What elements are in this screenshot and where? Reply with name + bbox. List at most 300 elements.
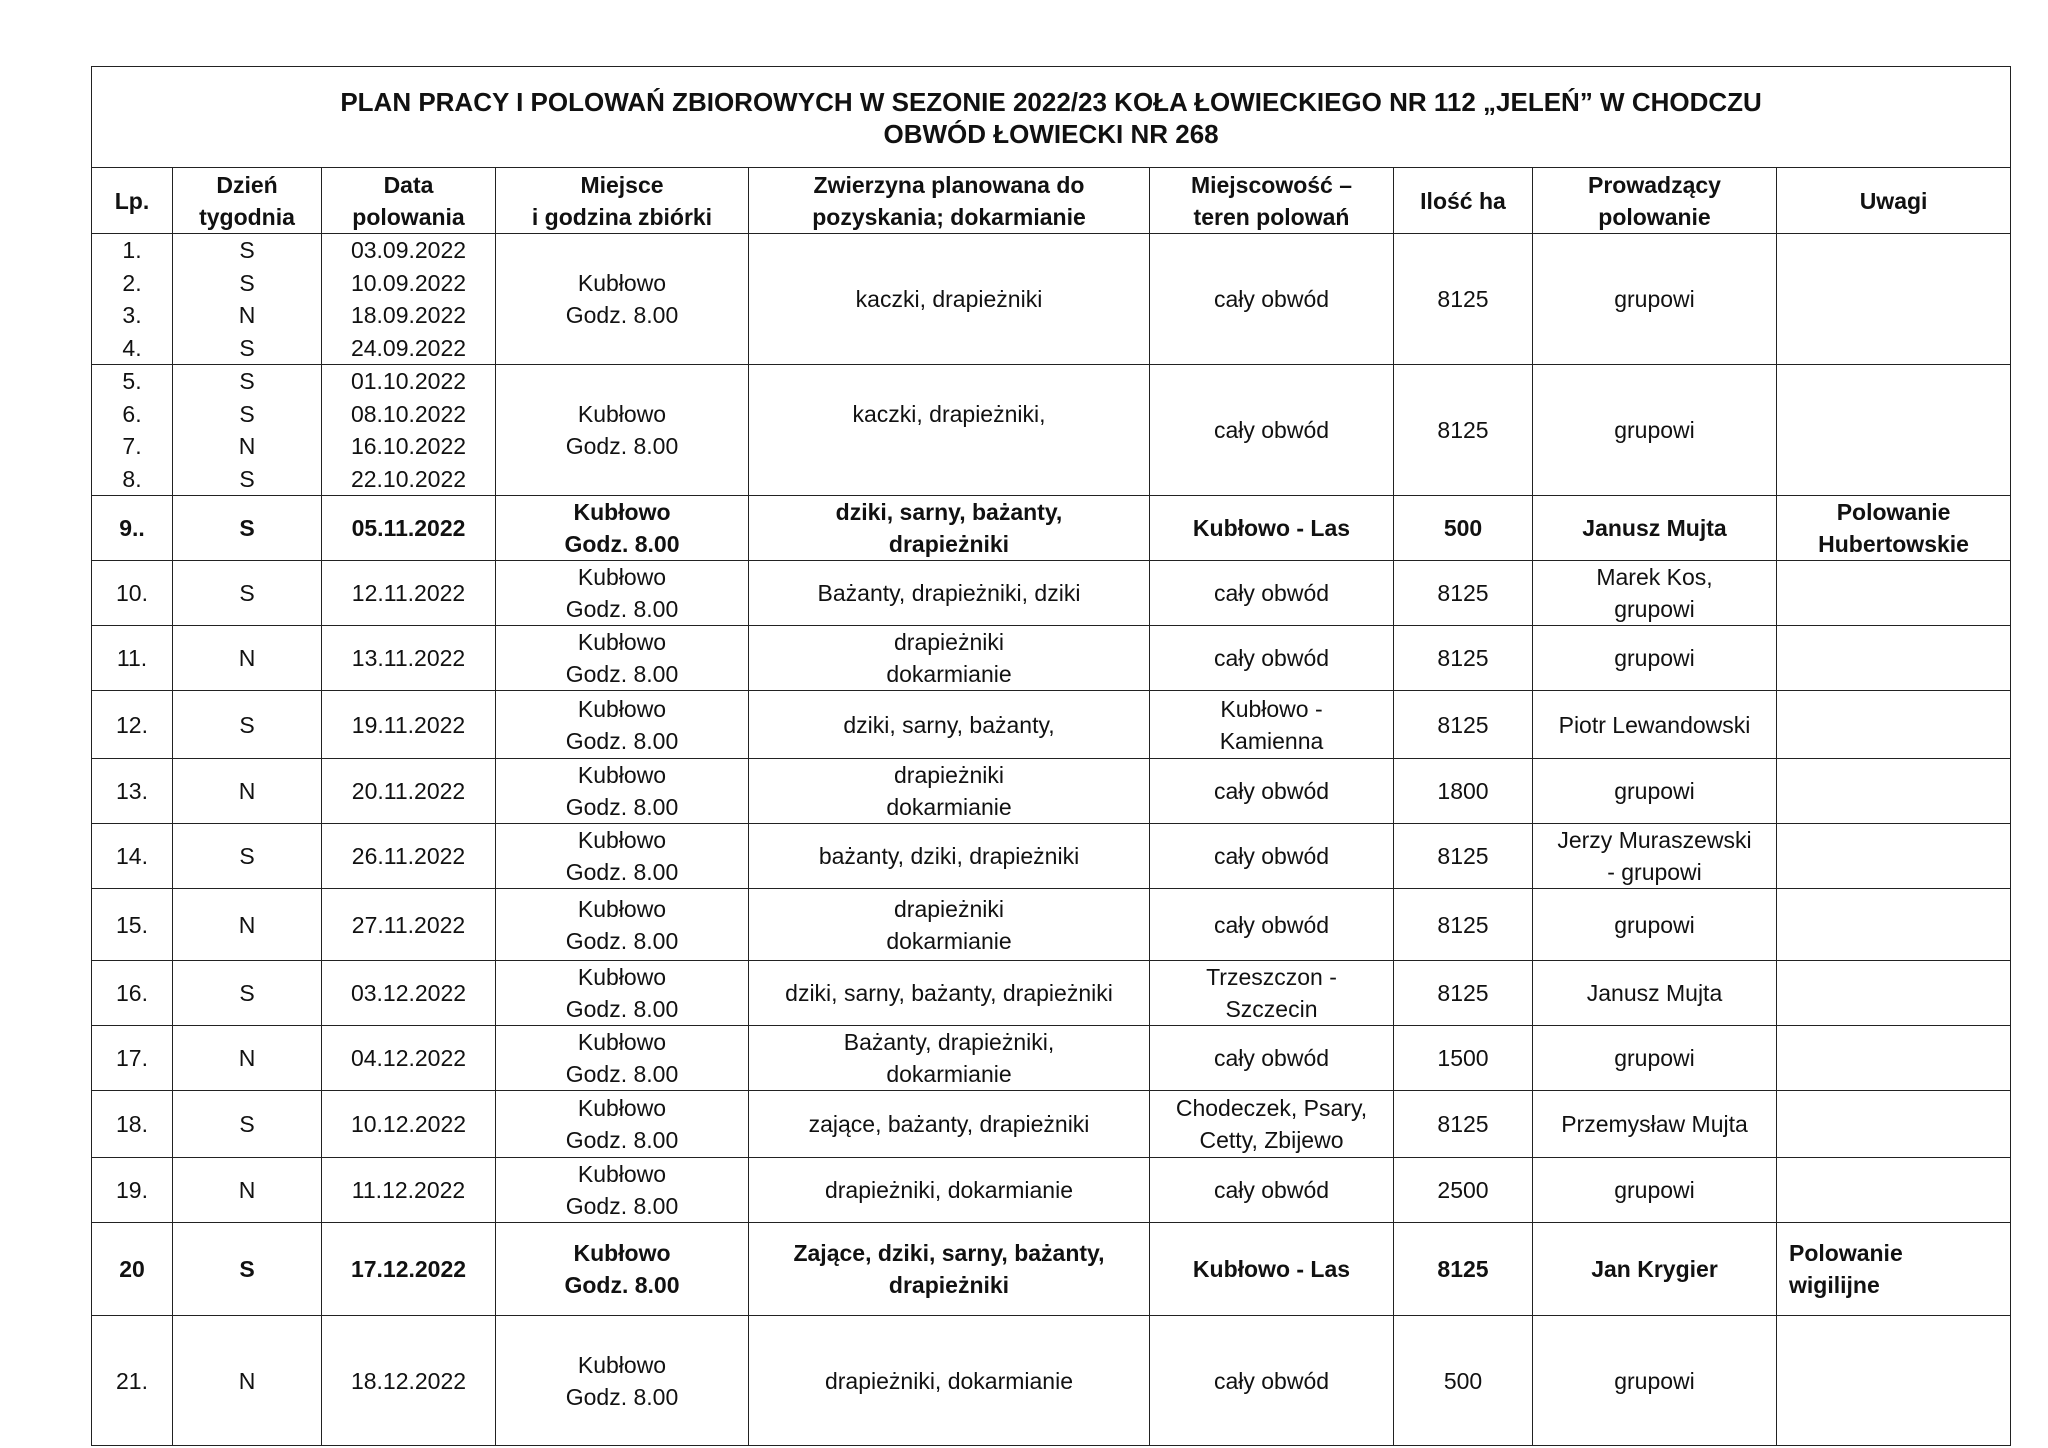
- lp-cell: [92, 365, 173, 496]
- header-place: [496, 168, 749, 234]
- date-cell: [322, 824, 496, 889]
- date-cell: [322, 1158, 496, 1223]
- area-line-1: cały obwód: [1213, 1367, 1330, 1394]
- header-notes: Uwagi: [1777, 168, 2011, 234]
- date-value: 08.10.2022: [350, 400, 467, 427]
- day-line-1: N: [238, 1045, 256, 1071]
- leader-cell: [1533, 759, 1777, 824]
- date-cell: [322, 234, 496, 365]
- day-line-1: N: [238, 778, 256, 804]
- place-line-2: Godz. 8.00: [564, 1272, 680, 1298]
- ha-cell: [1394, 626, 1533, 691]
- game-cell: [749, 1316, 1150, 1446]
- area-cell: [1150, 824, 1394, 889]
- day-cell: [173, 234, 322, 365]
- day-value: S: [239, 334, 255, 361]
- area-line-2: Kamienna: [1219, 727, 1324, 754]
- place-line-1: Kubłowo: [577, 1351, 667, 1378]
- header-date: [322, 168, 496, 234]
- place-cell: [496, 1316, 749, 1446]
- place-line-2: Godz. 8.00: [565, 794, 679, 820]
- day-cell: [173, 824, 322, 889]
- ha-line-1: 500: [1443, 515, 1483, 541]
- notes-cell: [1777, 626, 2011, 691]
- place-line-1: Kubłowo: [573, 499, 671, 525]
- table-row: [92, 1223, 2011, 1316]
- notes-cell: [1777, 759, 2011, 824]
- ha-cell: [1394, 961, 1533, 1026]
- notes-cell: [1777, 1026, 2011, 1091]
- notes-cell: [1777, 496, 2011, 561]
- day-value: N: [238, 433, 256, 459]
- lp-line-1: 9..: [119, 515, 145, 541]
- place-cell: [496, 626, 749, 691]
- ha-cell: [1394, 1223, 1533, 1316]
- game-cell: [749, 1223, 1150, 1316]
- day-cell: [173, 496, 322, 561]
- date-cell: [322, 889, 496, 961]
- date-line-1: 11.12.2022: [351, 1177, 466, 1203]
- leader-line-1: Jan Krygier: [1591, 1256, 1718, 1282]
- header-date-line-2: polowania: [352, 203, 465, 230]
- game-line-1: drapieżniki, dokarmianie: [824, 1177, 1073, 1203]
- header-day-line-1: Dzień: [216, 171, 278, 198]
- notes-line-2: Hubertowskie: [1818, 531, 1969, 557]
- table-row: [92, 759, 2011, 824]
- day-value: S: [239, 400, 255, 427]
- lp-cell: [92, 626, 173, 691]
- area-line-2: Cetty, Zbijewo: [1199, 1127, 1344, 1153]
- leader-cell: [1533, 1158, 1777, 1223]
- ha-line-1: 8125: [1437, 711, 1489, 738]
- header-game-line-2: pozyskania; dokarmianie: [812, 203, 1086, 230]
- notes-line-1: Polowanie: [1789, 1240, 1903, 1266]
- table-row: [92, 1091, 2011, 1158]
- leader-line-1: grupowi: [1614, 1045, 1695, 1071]
- leader-cell: [1533, 961, 1777, 1026]
- area-line-1: cały obwód: [1213, 911, 1330, 938]
- table-row: [92, 496, 2011, 561]
- table-row-group-2: [92, 365, 2011, 496]
- day-cell: [173, 1091, 322, 1158]
- date-line-1: 18.12.2022: [350, 1367, 467, 1394]
- title-row: [92, 67, 2011, 168]
- ha-line-1: 8125: [1437, 980, 1489, 1006]
- area-cell: [1150, 626, 1394, 691]
- day-cell: [173, 1316, 322, 1446]
- notes-cell: [1777, 1316, 2011, 1446]
- date-value: 24.09.2022: [350, 334, 467, 361]
- title-line-2: OBWÓD ŁOWIECKI NR 268: [883, 119, 1219, 149]
- game-line-2: dokarmianie: [886, 661, 1012, 687]
- place-cell: [496, 691, 749, 759]
- day-line-1: S: [239, 580, 255, 606]
- header-leader: [1533, 168, 1777, 234]
- place-cell: [496, 1223, 749, 1316]
- notes-cell: [1777, 365, 2011, 496]
- ha-cell: [1394, 889, 1533, 961]
- lp-cell: [92, 1158, 173, 1223]
- notes-line-1: Polowanie: [1836, 499, 1951, 525]
- game-line-1: drapieżniki: [894, 629, 1004, 655]
- leader-line-1: Jerzy Muraszewski: [1557, 827, 1752, 853]
- date-cell: [322, 1026, 496, 1091]
- date-value: 16.10.2022: [350, 433, 467, 459]
- leader-line-2: - grupowi: [1607, 859, 1702, 885]
- header-leader-line-2: polowanie: [1598, 203, 1711, 230]
- header-place-line-2: i godzina zbiórki: [531, 203, 713, 230]
- date-value: 18.09.2022: [350, 302, 467, 328]
- game-line-1: Zające, dziki, sarny, bażanty,: [793, 1240, 1105, 1266]
- leader-cell: grupowi: [1533, 365, 1777, 496]
- day-value: S: [239, 465, 255, 492]
- game-line-1: kaczki, drapieżniki,: [852, 401, 1046, 427]
- table-row: [92, 691, 2011, 759]
- place-line-1: Kubłowo: [577, 270, 667, 296]
- leader-line-2: grupowi: [1614, 596, 1695, 622]
- day-line-1: S: [239, 1256, 255, 1282]
- lp-line-1: 12.: [116, 711, 148, 738]
- ha-line-1: 1500: [1437, 1045, 1489, 1071]
- lp-line-1: 21.: [116, 1367, 148, 1394]
- game-line-2: dokarmianie: [886, 927, 1012, 954]
- place-cell: [496, 824, 749, 889]
- date-cell: [322, 365, 496, 496]
- game-cell: [749, 691, 1150, 759]
- lp-line-1: 18.: [116, 1111, 148, 1137]
- table-row: [92, 561, 2011, 626]
- date-cell: [322, 626, 496, 691]
- day-cell: [173, 1026, 322, 1091]
- ha-cell: [1394, 1091, 1533, 1158]
- area-cell: [1150, 961, 1394, 1026]
- date-line-1: 03.12.2022: [350, 980, 467, 1006]
- game-cell: kaczki, drapieżniki: [749, 234, 1150, 365]
- ha-cell: [1394, 691, 1533, 759]
- date-line-1: 17.12.2022: [350, 1256, 467, 1282]
- place-line-1: Kubłowo: [577, 564, 667, 590]
- date-cell: [322, 1316, 496, 1446]
- day-cell: [173, 1223, 322, 1316]
- day-cell: [173, 1158, 322, 1223]
- ha-cell: 8125: [1394, 365, 1533, 496]
- day-line-1: N: [238, 645, 256, 671]
- game-cell: [749, 1158, 1150, 1223]
- leader-line-1: Janusz Mujta: [1582, 515, 1727, 541]
- lp-cell: [92, 496, 173, 561]
- lp-line-1: 15.: [116, 911, 148, 938]
- lp-value: 6.: [122, 400, 142, 427]
- ha-cell: 8125: [1394, 234, 1533, 365]
- notes-cell: [1777, 889, 2011, 961]
- lp-line-1: 10.: [116, 580, 148, 606]
- day-line-1: S: [239, 843, 255, 869]
- area-cell: cały obwód: [1150, 365, 1394, 496]
- lp-cell: [92, 889, 173, 961]
- lp-value: 7.: [122, 433, 142, 459]
- place-cell: [496, 759, 749, 824]
- game-cell: [749, 561, 1150, 626]
- game-cell: [749, 759, 1150, 824]
- date-line-1: 10.12.2022: [350, 1111, 467, 1137]
- date-line-1: 26.11.2022: [351, 843, 466, 869]
- date-cell: [322, 1223, 496, 1316]
- ha-line-1: 500: [1443, 1367, 1483, 1394]
- date-cell: [322, 961, 496, 1026]
- date-line-1: 04.12.2022: [350, 1045, 467, 1071]
- game-line-1: dziki, sarny, bażanty, drapieżniki: [785, 980, 1113, 1006]
- place-cell: [496, 1026, 749, 1091]
- lp-cell: [92, 1316, 173, 1446]
- day-line-1: S: [239, 515, 255, 541]
- date-value: 03.09.2022: [350, 237, 467, 263]
- lp-value: 8.: [122, 465, 142, 492]
- day-cell: [173, 759, 322, 824]
- lp-cell: [92, 1091, 173, 1158]
- game-cell: [749, 496, 1150, 561]
- game-line-2: dokarmianie: [886, 794, 1012, 820]
- lp-line-1: 17.: [116, 1045, 148, 1071]
- table-row: [92, 824, 2011, 889]
- area-line-1: Kubłowo - Las: [1192, 515, 1351, 541]
- day-value: S: [239, 269, 255, 296]
- place-line-2: Godz. 8.00: [565, 1383, 679, 1410]
- ha-line-1: 8125: [1437, 580, 1489, 606]
- lp-value: 5.: [122, 368, 142, 394]
- game-line-1: bażanty, dziki, drapieżniki: [818, 843, 1080, 869]
- lp-line-1: 14.: [116, 843, 148, 869]
- document-title: [92, 67, 2011, 168]
- game-line-2: drapieżniki: [888, 531, 1010, 557]
- table-row: [92, 1158, 2011, 1223]
- date-cell: [322, 561, 496, 626]
- header-lp: Lp.: [92, 168, 173, 234]
- lp-cell: [92, 234, 173, 365]
- header-place-line-1: Miejsce: [580, 171, 664, 198]
- day-cell: [173, 961, 322, 1026]
- day-cell: [173, 889, 322, 961]
- area-line-1: cały obwód: [1213, 778, 1330, 804]
- place-line-2: Godz. 8.00: [565, 596, 679, 622]
- day-cell: [173, 365, 322, 496]
- header-row: [92, 168, 2011, 234]
- area-line-2: Szczecin: [1225, 996, 1318, 1022]
- place-line-1: Kubłowo: [577, 827, 667, 853]
- game-line-2: dokarmianie: [886, 1061, 1012, 1087]
- place-line-2: Godz. 8.00: [565, 996, 679, 1022]
- date-value: 10.09.2022: [350, 269, 467, 296]
- notes-cell: [1777, 824, 2011, 889]
- area-line-1: Chodeczek, Psary,: [1175, 1095, 1368, 1121]
- place-line-2: Godz. 8.00: [565, 1127, 679, 1153]
- leader-cell: [1533, 1091, 1777, 1158]
- lp-line-1: 20: [119, 1256, 145, 1282]
- leader-cell: [1533, 1316, 1777, 1446]
- lp-line-1: 16.: [116, 980, 148, 1006]
- place-cell: [496, 889, 749, 961]
- area-cell: [1150, 1223, 1394, 1316]
- place-line-2: Godz. 8.00: [565, 302, 679, 328]
- ha-cell: [1394, 496, 1533, 561]
- header-leader-line-1: Prowadzący: [1588, 171, 1721, 198]
- area-line-1: cały obwód: [1213, 843, 1330, 869]
- leader-line-1: Przemysław Mujta: [1561, 1111, 1748, 1137]
- lp-value: 1.: [122, 237, 142, 263]
- place-line-1: Kubłowo: [577, 895, 667, 922]
- ha-line-1: 1800: [1437, 778, 1489, 804]
- game-cell: [749, 1026, 1150, 1091]
- date-cell: [322, 759, 496, 824]
- game-line-2: drapieżniki: [888, 1272, 1010, 1298]
- game-cell: [749, 365, 1150, 496]
- game-line-1: drapieżniki, dokarmianie: [824, 1367, 1073, 1394]
- notes-cell: [1777, 1158, 2011, 1223]
- leader-cell: grupowi: [1533, 234, 1777, 365]
- leader-cell: [1533, 889, 1777, 961]
- notes-cell: [1777, 561, 2011, 626]
- header-date-line-1: Data: [383, 171, 434, 198]
- place-line-2: Godz. 8.00: [565, 727, 679, 754]
- place-cell: [496, 961, 749, 1026]
- lp-line-1: 19.: [116, 1177, 148, 1203]
- game-cell: [749, 1091, 1150, 1158]
- lp-cell: [92, 1026, 173, 1091]
- notes-cell: [1777, 234, 2011, 365]
- leader-cell: [1533, 824, 1777, 889]
- place-line-1: Kubłowo: [577, 762, 667, 788]
- place-line-1: Kubłowo: [577, 1029, 667, 1055]
- ha-line-1: 8125: [1437, 843, 1489, 869]
- game-line-1: dziki, sarny, bażanty,: [835, 499, 1063, 525]
- ha-cell: [1394, 561, 1533, 626]
- leader-cell: [1533, 1026, 1777, 1091]
- area-cell: [1150, 1091, 1394, 1158]
- leader-line-1: Piotr Lewandowski: [1558, 711, 1751, 738]
- lp-line-1: 13.: [116, 778, 148, 804]
- area-line-1: Trzeszczon -: [1206, 964, 1337, 990]
- ha-line-1: 8125: [1437, 1256, 1489, 1282]
- game-line-1: zające, bażanty, drapieżniki: [808, 1111, 1090, 1137]
- hunting-plan-document: [91, 66, 2010, 1446]
- place-line-2: Godz. 8.00: [564, 531, 680, 557]
- ha-cell: [1394, 1158, 1533, 1223]
- area-cell: [1150, 1026, 1394, 1091]
- day-value: S: [239, 237, 255, 263]
- place-cell: [496, 1091, 749, 1158]
- lp-cell: [92, 824, 173, 889]
- area-line-1: cały obwód: [1213, 1045, 1330, 1071]
- ha-line-1: 8125: [1437, 1111, 1489, 1137]
- lp-cell: [92, 1223, 173, 1316]
- place-line-1: Kubłowo: [573, 1240, 671, 1266]
- place-line-1: Kubłowo: [577, 1095, 667, 1121]
- header-ha: Ilość ha: [1394, 168, 1533, 234]
- area-line-1: cały obwód: [1213, 580, 1330, 606]
- leader-line-1: grupowi: [1614, 778, 1695, 804]
- ha-cell: [1394, 759, 1533, 824]
- leader-line-1: grupowi: [1614, 1177, 1695, 1203]
- table-row: [92, 626, 2011, 691]
- ha-cell: [1394, 1316, 1533, 1446]
- area-line-1: Kubłowo - Las: [1192, 1256, 1351, 1282]
- game-cell: [749, 889, 1150, 961]
- notes-cell: [1777, 961, 2011, 1026]
- notes-line-2: wigilijne: [1789, 1272, 1880, 1298]
- place-line-2: Godz. 8.00: [565, 859, 679, 885]
- leader-cell: [1533, 496, 1777, 561]
- area-cell: [1150, 691, 1394, 759]
- table-row: [92, 1026, 2011, 1091]
- area-line-1: cały obwód: [1213, 1177, 1330, 1203]
- place-cell: [496, 496, 749, 561]
- area-cell: [1150, 889, 1394, 961]
- day-line-1: S: [239, 1111, 255, 1137]
- date-cell: [322, 1091, 496, 1158]
- place-cell: [496, 234, 749, 365]
- notes-cell: [1777, 691, 2011, 759]
- header-game: [749, 168, 1150, 234]
- lp-cell: [92, 691, 173, 759]
- lp-value: 4.: [122, 334, 142, 361]
- hunting-plan-table: [91, 66, 2011, 1446]
- leader-cell: [1533, 626, 1777, 691]
- leader-line-1: grupowi: [1614, 1367, 1695, 1394]
- game-cell: [749, 824, 1150, 889]
- header-day: [173, 168, 322, 234]
- date-cell: [322, 691, 496, 759]
- area-cell: [1150, 561, 1394, 626]
- date-line-1: 13.11.2022: [351, 645, 466, 671]
- area-cell: [1150, 759, 1394, 824]
- day-cell: [173, 691, 322, 759]
- day-line-1: N: [238, 1367, 256, 1394]
- place-line-1: Kubłowo: [577, 1161, 667, 1187]
- header-day-line-2: tygodnia: [199, 203, 295, 230]
- leader-line-1: grupowi: [1614, 911, 1695, 938]
- day-line-1: S: [239, 980, 255, 1006]
- lp-cell: [92, 961, 173, 1026]
- game-line-1: drapieżniki: [894, 762, 1004, 788]
- place-cell: [496, 365, 749, 496]
- leader-cell: [1533, 561, 1777, 626]
- leader-cell: [1533, 691, 1777, 759]
- day-value: S: [239, 368, 255, 394]
- area-cell: cały obwód: [1150, 234, 1394, 365]
- game-line-1: drapieżniki: [894, 895, 1004, 922]
- place-line-1: Kubłowo: [577, 695, 667, 722]
- date-line-1: 19.11.2022: [351, 711, 466, 738]
- day-cell: [173, 626, 322, 691]
- place-line-2: Godz. 8.00: [565, 927, 679, 954]
- lp-cell: [92, 561, 173, 626]
- date-line-1: 12.11.2022: [351, 580, 466, 606]
- table-row: [92, 1316, 2011, 1446]
- game-line-1: dziki, sarny, bażanty,: [843, 711, 1055, 738]
- place-cell: [496, 561, 749, 626]
- place-line-2: Godz. 8.00: [565, 1193, 679, 1219]
- day-value: N: [238, 302, 256, 328]
- lp-cell: [92, 759, 173, 824]
- place-line-2: Godz. 8.00: [565, 1061, 679, 1087]
- date-value: 01.10.2022: [350, 368, 467, 394]
- header-area-line-2: teren polowań: [1193, 203, 1350, 230]
- place-cell: [496, 1158, 749, 1223]
- leader-cell: [1533, 1223, 1777, 1316]
- date-line-1: 27.11.2022: [351, 911, 466, 938]
- ha-line-1: 8125: [1437, 911, 1489, 938]
- game-cell: [749, 961, 1150, 1026]
- title-line-1: PLAN PRACY I POLOWAŃ ZBIOROWYCH W SEZONIE 2022/23 KOŁA ŁOWIECKIEGO NR 112 „JELEŃ” W CHODCZU: [340, 87, 1762, 117]
